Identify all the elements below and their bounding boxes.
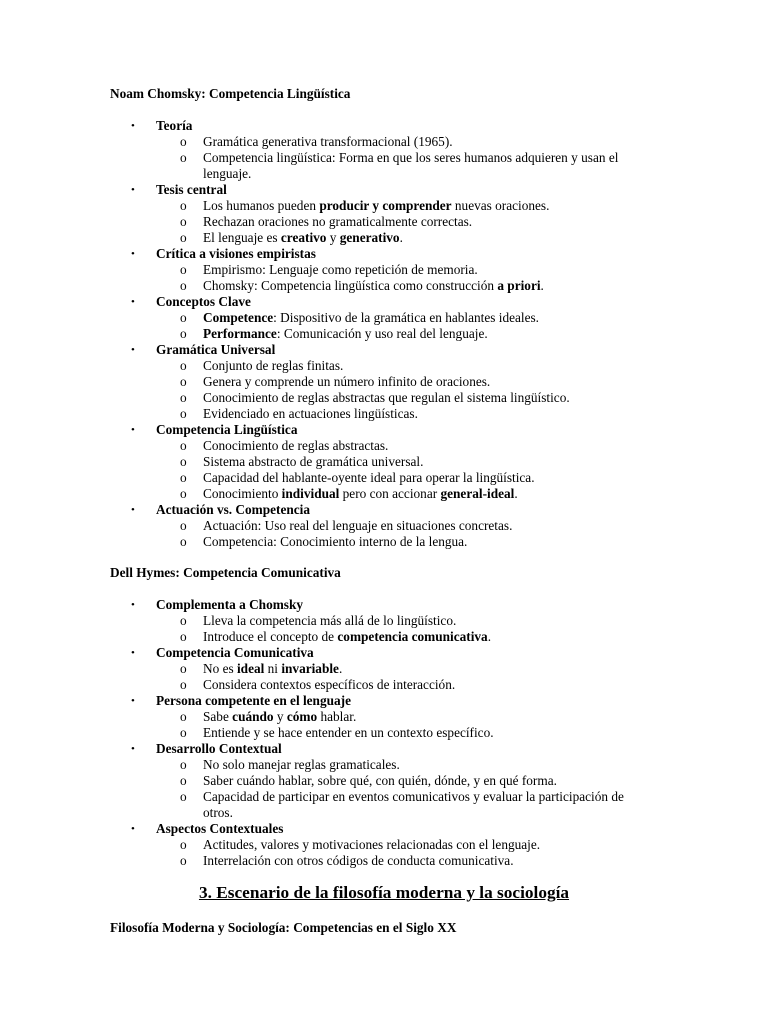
text: Competencia lingüística: Forma en que los seres humanos adquieren y usan el lenguaje. [203, 150, 619, 181]
text: Interrelación con otros códigos de conducta comunicativa. [203, 853, 514, 868]
sub-list-item [156, 853, 653, 869]
sub-list-item [156, 278, 653, 294]
bullet-icon: • [131, 296, 135, 308]
sub-list-item [156, 534, 653, 550]
circle-bullet-icon: o [180, 406, 187, 421]
sub-list [156, 518, 768, 550]
list-item [0, 693, 768, 741]
sub-list [156, 438, 768, 502]
list-item-title: Actuación vs. Competencia [156, 502, 311, 517]
section-3-subtitle: Filosofía Moderna y Sociología: Competencias en el Siglo XX [110, 920, 457, 935]
text: Evidenciado en actuaciones lingüísticas. [203, 406, 418, 421]
sub-list-item [156, 406, 653, 422]
sub-list-item [156, 773, 653, 789]
sub-list-item [156, 230, 653, 246]
circle-bullet-icon: o [180, 198, 187, 213]
list-item-title: Complementa a Chomsky [156, 597, 304, 612]
text: : Dispositivo de la gramática en hablantes ideales. [273, 310, 540, 325]
sub-list [156, 661, 768, 693]
sub-list-item [156, 677, 653, 693]
list-item [0, 821, 768, 869]
circle-bullet-icon: o [180, 613, 187, 628]
circle-bullet-icon: o [180, 230, 187, 245]
text: . [487, 629, 492, 644]
text: Sistema abstracto de gramática universal. [203, 454, 424, 469]
bold-text: creativo [280, 230, 327, 245]
bold-text: invariable [281, 661, 339, 676]
bold-text: a priori [497, 278, 541, 293]
text: Conocimiento de reglas abstractas que regulan el sistema lingüístico. [203, 390, 570, 405]
circle-bullet-icon: o [180, 358, 187, 373]
text: Chomsky: Competencia lingüística como construcción [203, 278, 498, 293]
circle-bullet-icon: o [180, 677, 187, 692]
circle-bullet-icon: o [180, 486, 187, 501]
text: . [540, 278, 544, 293]
sub-list-item [156, 518, 653, 534]
sub-list-item [156, 454, 653, 470]
list-item-title: Aspectos Contextuales [156, 821, 284, 836]
bullet-icon: • [131, 743, 135, 755]
text: y [273, 709, 287, 724]
list-item [0, 645, 768, 693]
text: Lleva la competencia más allá de lo lingüístico. [203, 613, 457, 628]
text: Actuación: Uso real del lenguaje en situaciones concretas. [203, 518, 513, 533]
text: Capacidad del hablante-oyente ideal para operar la lingüística. [203, 470, 535, 485]
text: Actitudes, valores y motivaciones relacionadas con el lenguaje. [203, 837, 541, 852]
bullet-icon: • [131, 344, 135, 356]
list-item-title: Teoría [156, 118, 193, 133]
section-3-heading: 3. Escenario de la filosofía moderna y la sociología [198, 883, 570, 902]
text: hablar. [317, 709, 357, 724]
sub-list-item [156, 358, 653, 374]
circle-bullet-icon: o [180, 214, 187, 229]
bullet-icon: • [131, 695, 135, 707]
list-item [0, 502, 768, 550]
text: . [399, 230, 403, 245]
circle-bullet-icon: o [180, 773, 187, 788]
text: Gramática generativa transformacional (1965). [203, 134, 453, 149]
text: Saber cuándo hablar, sobre qué, con quién, dónde, y en qué forma. [203, 773, 557, 788]
list-item [0, 182, 768, 246]
sub-list-item [156, 629, 653, 645]
circle-bullet-icon: o [180, 789, 187, 804]
sub-list-item [156, 310, 653, 326]
text: Genera y comprende un número infinito de oraciones. [203, 374, 491, 389]
circle-bullet-icon: o [180, 837, 187, 852]
bullet-icon: • [131, 120, 135, 132]
bold-text: competencia comunicativa [337, 629, 488, 644]
text: Sabe [203, 709, 233, 724]
list-item-title: Tesis central [156, 182, 227, 197]
bullet-icon: • [131, 823, 135, 835]
sub-list [156, 757, 768, 821]
sub-list [156, 310, 768, 342]
text: Introduce el concepto de [203, 629, 338, 644]
bold-text: Competence [203, 310, 274, 325]
sub-list-item [156, 789, 653, 821]
text: . [514, 486, 518, 501]
list-item [0, 597, 768, 645]
circle-bullet-icon: o [180, 454, 187, 469]
sub-list-item [156, 709, 653, 725]
list-item [0, 118, 768, 182]
text: El lenguaje es [203, 230, 281, 245]
circle-bullet-icon: o [180, 757, 187, 772]
text: Los humanos pueden [203, 198, 320, 213]
circle-bullet-icon: o [180, 853, 187, 868]
sub-list-item [156, 150, 653, 182]
bullet-icon: • [131, 647, 135, 659]
sub-list [156, 358, 768, 422]
circle-bullet-icon: o [180, 470, 187, 485]
text: Conocimiento de reglas abstractas. [203, 438, 389, 453]
text: No solo manejar reglas gramaticales. [203, 757, 400, 772]
list-item-title: Competencia Comunicativa [156, 645, 314, 660]
list-item [0, 342, 768, 422]
sub-list [156, 613, 768, 645]
list-item-title: Conceptos Clave [156, 294, 251, 309]
circle-bullet-icon: o [180, 390, 187, 405]
sub-list-item [156, 214, 653, 230]
sub-list [156, 262, 768, 294]
hymes-section-title: Dell Hymes: Competencia Comunicativa [110, 565, 341, 580]
text: Considera contextos específicos de interacción. [203, 677, 456, 692]
sub-list-item [156, 262, 653, 278]
circle-bullet-icon: o [180, 661, 187, 676]
text: Competencia: Conocimiento interno de la lengua. [203, 534, 468, 549]
text: Capacidad de participar en eventos comunicativos y evaluar la participación de otros. [203, 789, 624, 820]
sub-list-item [156, 390, 653, 406]
bullet-icon: • [131, 424, 135, 436]
text: Conocimiento [203, 486, 282, 501]
list-item-title: Competencia Lingüística [156, 422, 298, 437]
sub-list-item [156, 486, 653, 502]
hymes-list [0, 597, 768, 869]
circle-bullet-icon: o [180, 374, 187, 389]
sub-list-item [156, 613, 653, 629]
list-item-title: Gramática Universal [156, 342, 276, 357]
bullet-icon: • [131, 599, 135, 611]
text: Empirismo: Lenguaje como repetición de memoria. [203, 262, 478, 277]
text: . [338, 661, 343, 676]
sub-list-item [156, 374, 653, 390]
bold-text: general-ideal [440, 486, 515, 501]
sub-list-item [156, 134, 653, 150]
circle-bullet-icon: o [180, 709, 187, 724]
text: : Comunicación y uso real del lenguaje. [276, 326, 488, 341]
text: nuevas oraciones. [451, 198, 550, 213]
list-item [0, 422, 768, 502]
sub-list-item [156, 326, 653, 342]
circle-bullet-icon: o [180, 278, 187, 293]
sub-list-item [156, 757, 653, 773]
bullet-icon: • [131, 248, 135, 260]
text: Entiende y se hace entender en un contexto específico. [203, 725, 494, 740]
circle-bullet-icon: o [180, 326, 187, 341]
sub-list [156, 709, 768, 741]
sub-list-item [156, 198, 653, 214]
sub-list-item [156, 438, 653, 454]
sub-list [156, 198, 768, 246]
text: pero con accionar [339, 486, 441, 501]
circle-bullet-icon: o [180, 150, 187, 165]
sub-list-item [156, 837, 653, 853]
bold-text: generativo [339, 230, 400, 245]
bold-text: individual [281, 486, 340, 501]
bold-text: cómo [286, 709, 318, 724]
circle-bullet-icon: o [180, 262, 187, 277]
bold-text: cuándo [232, 709, 274, 724]
bullet-icon: • [131, 504, 135, 516]
circle-bullet-icon: o [180, 518, 187, 533]
list-item [0, 246, 768, 294]
circle-bullet-icon: o [180, 534, 187, 549]
sub-list-item [156, 470, 653, 486]
list-item [0, 294, 768, 342]
sub-list-item [156, 661, 653, 677]
bullet-icon: • [131, 184, 135, 196]
text: ni [264, 661, 282, 676]
text: y [326, 230, 340, 245]
circle-bullet-icon: o [180, 725, 187, 740]
chomsky-section-title: Noam Chomsky: Competencia Lingüística [110, 86, 351, 101]
text: Conjunto de reglas finitas. [203, 358, 344, 373]
chomsky-list [0, 118, 768, 550]
sub-list [156, 837, 768, 869]
text: Rechazan oraciones no gramaticalmente correctas. [203, 214, 473, 229]
circle-bullet-icon: o [180, 629, 187, 644]
sub-list-item [156, 725, 653, 741]
bold-text: ideal [236, 661, 265, 676]
list-item-title: Desarrollo Contextual [156, 741, 282, 756]
list-item-title: Crítica a visiones empiristas [156, 246, 316, 261]
bold-text: producir y comprender [319, 198, 452, 213]
text: No es [203, 661, 237, 676]
list-item-title: Persona competente en el lenguaje [156, 693, 351, 708]
list-item [0, 741, 768, 821]
circle-bullet-icon: o [180, 310, 187, 325]
circle-bullet-icon: o [180, 438, 187, 453]
bold-text: Performance [203, 326, 277, 341]
sub-list [156, 134, 768, 182]
circle-bullet-icon: o [180, 134, 187, 149]
